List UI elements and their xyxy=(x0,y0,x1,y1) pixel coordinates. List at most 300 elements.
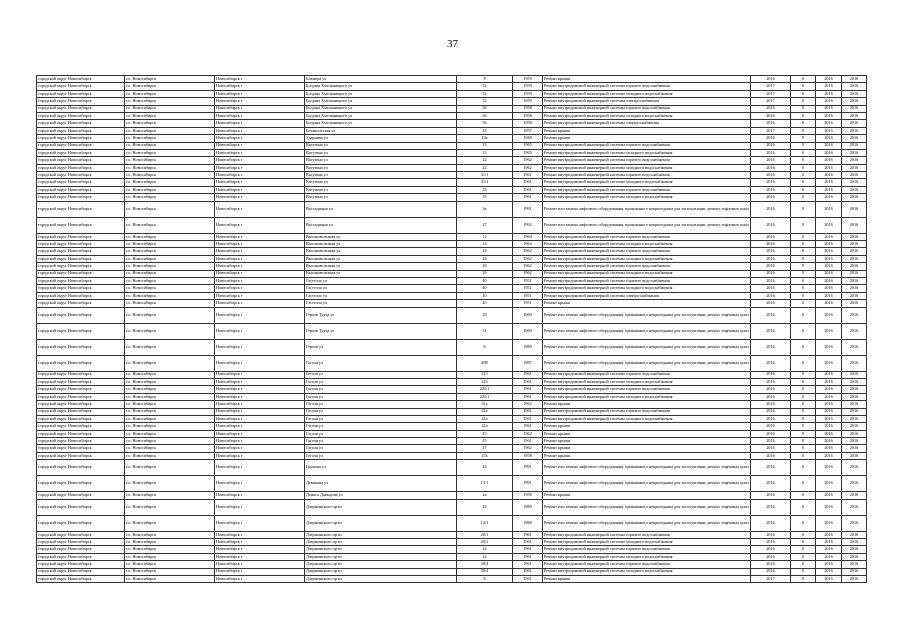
start-year-cell: 2016 xyxy=(816,179,842,186)
locality-cell: Новосибирск г xyxy=(215,539,305,546)
house-number-cell: 225/1 xyxy=(457,393,513,400)
plan-year-cell: 2016 xyxy=(751,378,791,385)
value-cell: 0 xyxy=(791,127,816,134)
street-cell: Богдана Хмельницкого ул xyxy=(305,83,457,90)
plan-year-cell: 2016 xyxy=(751,277,791,284)
value-cell: 0 xyxy=(791,105,816,112)
plan-year-cell: 2016 xyxy=(751,285,791,292)
street-cell: Гоголя ул xyxy=(305,452,457,459)
work-type-cell: Ремонт внутридомовой инженерной системы холодного водоснабжения xyxy=(543,378,751,385)
urban-district-cell: г.о. Новосибирск xyxy=(125,120,215,127)
house-number-cell: 33 xyxy=(457,127,513,134)
street-cell: Гоголя ул xyxy=(305,415,457,422)
locality-cell: Новосибирск г xyxy=(215,546,305,553)
table-row xyxy=(37,371,867,378)
table-row xyxy=(37,90,867,97)
urban-district-cell: г.о. Новосибирск xyxy=(125,217,215,233)
value-cell: 0 xyxy=(791,285,816,292)
work-type-cell: Ремонт внутридомовой инженерной системы горячего водоснабжения xyxy=(543,531,751,538)
end-year-cell: 2016 xyxy=(842,285,867,292)
end-year-cell: 2016 xyxy=(842,248,867,255)
build-year-cell: 1962 xyxy=(513,248,543,255)
start-year-cell: 2016 xyxy=(816,401,842,408)
urban-district-cell: г.о. Новосибирск xyxy=(125,292,215,299)
urban-district-cell: г.о. Новосибирск xyxy=(125,285,215,292)
urban-district-cell: г.о. Новосибирск xyxy=(125,355,215,371)
work-type-cell: Ремонт или замена лифтового оборудования, признанного непригодным для эксплуатации, ремонт лифтовых шахт xyxy=(543,307,751,323)
urban-district-cell: г.о. Новосибирск xyxy=(125,575,215,582)
plan-year-cell: 2016 xyxy=(751,339,791,355)
table-row xyxy=(37,499,867,515)
locality-cell: Новосибирск г xyxy=(215,120,305,127)
work-type-cell: Ремонт крыши xyxy=(543,575,751,582)
end-year-cell: 2016 xyxy=(842,241,867,248)
start-year-cell: 2016 xyxy=(816,292,842,299)
table-row xyxy=(37,186,867,193)
end-year-cell: 2016 xyxy=(842,149,867,156)
work-type-cell: Ремонт или замена лифтового оборудования, признанного непригодным для эксплуатации, ремонт лифтовых шахт xyxy=(543,355,751,371)
municipality-cell: городской округ Новосибирск xyxy=(37,476,125,492)
street-cell: Блюхера ул xyxy=(305,76,457,83)
start-year-cell: 2016 xyxy=(816,285,842,292)
work-type-cell: Ремонт крыши xyxy=(543,423,751,430)
municipality-cell: городской округ Новосибирск xyxy=(37,300,125,307)
work-type-cell: Ремонт внутридомовой инженерной системы холодного водоснабжения xyxy=(543,241,751,248)
work-type-cell: Ремонт крыши xyxy=(543,430,751,437)
plan-year-cell: 2016 xyxy=(751,233,791,240)
start-year-cell: 2016 xyxy=(816,277,842,284)
end-year-cell: 2016 xyxy=(842,408,867,415)
start-year-cell: 2016 xyxy=(816,233,842,240)
plan-year-cell: 2017 xyxy=(751,575,791,582)
house-number-cell: 208 xyxy=(457,355,513,371)
plan-year-cell: 2016 xyxy=(751,393,791,400)
municipality-cell: городской округ Новосибирск xyxy=(37,98,125,105)
street-cell: Дзержинского пр-кт xyxy=(305,546,457,553)
value-cell: 0 xyxy=(791,149,816,156)
street-cell: Гастелло ул xyxy=(305,300,457,307)
end-year-cell: 2016 xyxy=(842,83,867,90)
build-year-cell: 1951 xyxy=(513,285,543,292)
work-type-cell: Ремонт или замена лифтового оборудования, признанного непригодным для эксплуатации, ремонт лифтовых шахт xyxy=(543,460,751,476)
value-cell: 0 xyxy=(791,194,816,201)
build-year-cell: 1961 xyxy=(513,438,543,445)
urban-district-cell: г.о. Новосибирск xyxy=(125,408,215,415)
house-number-cell: 52 xyxy=(457,83,513,90)
plan-year-cell: 2016 xyxy=(751,561,791,568)
start-year-cell: 2016 xyxy=(816,112,842,119)
end-year-cell: 2016 xyxy=(842,575,867,582)
build-year-cell: 1961 xyxy=(513,568,543,575)
end-year-cell: 2016 xyxy=(842,371,867,378)
build-year-cell: 1992 xyxy=(513,217,543,233)
table-row xyxy=(37,233,867,240)
table-row xyxy=(37,201,867,217)
urban-district-cell: г.о. Новосибирск xyxy=(125,186,215,193)
municipality-cell: городской округ Новосибирск xyxy=(37,127,125,134)
value-cell: 0 xyxy=(791,561,816,568)
value-cell: 0 xyxy=(791,255,816,262)
work-type-cell: Ремонт внутридомовой инженерной системы горячего водоснабжения xyxy=(543,83,751,90)
locality-cell: Новосибирск г xyxy=(215,568,305,575)
urban-district-cell: г.о. Новосибирск xyxy=(125,263,215,270)
work-type-cell: Ремонт крыши xyxy=(543,492,751,499)
house-number-cell: 26 xyxy=(457,263,513,270)
locality-cell: Новосибирск г xyxy=(215,127,305,134)
end-year-cell: 2016 xyxy=(842,401,867,408)
locality-cell: Новосибирск г xyxy=(215,492,305,499)
table-row xyxy=(37,179,867,186)
plan-year-cell: 2016 xyxy=(751,142,791,149)
locality-cell: Новосибирск г xyxy=(215,460,305,476)
plan-year-cell: 2016 xyxy=(751,438,791,445)
end-year-cell: 2016 xyxy=(842,423,867,430)
urban-district-cell: г.о. Новосибирск xyxy=(125,300,215,307)
urban-district-cell: г.о. Новосибирск xyxy=(125,112,215,119)
build-year-cell: 1957 xyxy=(513,127,543,134)
build-year-cell: 1991 xyxy=(513,460,543,476)
municipality-cell: городской округ Новосибирск xyxy=(37,263,125,270)
build-year-cell: 1962 xyxy=(513,157,543,164)
locality-cell: Новосибирск г xyxy=(215,476,305,492)
urban-district-cell: г.о. Новосибирск xyxy=(125,460,215,476)
value-cell: 0 xyxy=(791,401,816,408)
end-year-cell: 2016 xyxy=(842,430,867,437)
street-cell: Вагутина ул xyxy=(305,149,457,156)
plan-year-cell: 2016 xyxy=(751,112,791,119)
plan-year-cell: 2016 xyxy=(751,415,791,422)
start-year-cell: 2016 xyxy=(816,492,842,499)
street-cell: Героев ул xyxy=(305,339,457,355)
work-type-cell: Ремонт крыши xyxy=(543,438,751,445)
start-year-cell: 2016 xyxy=(816,307,842,323)
start-year-cell: 2016 xyxy=(816,120,842,127)
start-year-cell: 2016 xyxy=(816,339,842,355)
urban-district-cell: г.о. Новосибирск xyxy=(125,135,215,142)
urban-district-cell: г.о. Новосибирск xyxy=(125,568,215,575)
plan-year-cell: 2017 xyxy=(751,83,791,90)
plan-year-cell: 2016 xyxy=(751,164,791,171)
plan-year-cell: 2016 xyxy=(751,255,791,262)
end-year-cell: 2016 xyxy=(842,217,867,233)
work-type-cell: Ремонт внутридомовой инженерной системы горячего водоснабжения xyxy=(543,371,751,378)
end-year-cell: 2016 xyxy=(842,546,867,553)
plan-year-cell: 2016 xyxy=(751,76,791,83)
value-cell: 0 xyxy=(791,445,816,452)
end-year-cell: 2016 xyxy=(842,476,867,492)
street-cell: Богдана Хмельницкого ул xyxy=(305,105,457,112)
start-year-cell: 2016 xyxy=(816,378,842,385)
end-year-cell: 2016 xyxy=(842,90,867,97)
house-number-cell: 47а xyxy=(457,452,513,459)
street-cell: Высоковольтная ул xyxy=(305,255,457,262)
value-cell: 0 xyxy=(791,393,816,400)
plan-year-cell: 2016 xyxy=(751,430,791,437)
start-year-cell: 2016 xyxy=(816,415,842,422)
build-year-cell: 1949 xyxy=(513,135,543,142)
locality-cell: Новосибирск г xyxy=(215,194,305,201)
plan-year-cell: 2016 xyxy=(751,248,791,255)
end-year-cell: 2016 xyxy=(842,142,867,149)
municipality-cell: городской округ Новосибирск xyxy=(37,255,125,262)
end-year-cell: 2016 xyxy=(842,307,867,323)
municipality-cell: городской округ Новосибирск xyxy=(37,430,125,437)
urban-district-cell: г.о. Новосибирск xyxy=(125,179,215,186)
end-year-cell: 2016 xyxy=(842,233,867,240)
work-type-cell: Ремонт крыши xyxy=(543,135,751,142)
start-year-cell: 2016 xyxy=(816,255,842,262)
value-cell: 0 xyxy=(791,568,816,575)
locality-cell: Новосибирск г xyxy=(215,233,305,240)
work-type-cell: Ремонт внутридомовой инженерной системы холодного водоснабжения xyxy=(543,415,751,422)
municipality-cell: городской округ Новосибирск xyxy=(37,499,125,515)
end-year-cell: 2016 xyxy=(842,515,867,531)
build-year-cell: 1961 xyxy=(513,378,543,385)
table-row xyxy=(37,476,867,492)
house-number-cell: 35 xyxy=(457,186,513,193)
value-cell: 0 xyxy=(791,270,816,277)
locality-cell: Новосибирск г xyxy=(215,277,305,284)
urban-district-cell: г.о. Новосибирск xyxy=(125,255,215,262)
end-year-cell: 2016 xyxy=(842,553,867,560)
house-number-cell: 45 xyxy=(457,438,513,445)
locality-cell: Новосибирск г xyxy=(215,445,305,452)
value-cell: 0 xyxy=(791,307,816,323)
table-row xyxy=(37,194,867,201)
house-number-cell: 31 xyxy=(457,323,513,339)
plan-year-cell: 2016 xyxy=(751,386,791,393)
house-number-cell: 8 xyxy=(457,76,513,83)
table-row xyxy=(37,248,867,255)
work-type-cell: Ремонт крыши xyxy=(543,401,751,408)
house-number-cell: 22 xyxy=(457,553,513,560)
street-cell: Дзержинского пр-кт xyxy=(305,531,457,538)
end-year-cell: 2016 xyxy=(842,452,867,459)
locality-cell: Новосибирск г xyxy=(215,285,305,292)
table-row xyxy=(37,393,867,400)
end-year-cell: 2016 xyxy=(842,172,867,179)
plan-year-cell: 2016 xyxy=(751,499,791,515)
plan-year-cell: 2016 xyxy=(751,241,791,248)
start-year-cell: 2016 xyxy=(816,323,842,339)
house-number-cell: 24 xyxy=(457,248,513,255)
plan-year-cell: 2016 xyxy=(751,172,791,179)
end-year-cell: 2016 xyxy=(842,378,867,385)
plan-year-cell: 2016 xyxy=(751,292,791,299)
end-year-cell: 2016 xyxy=(842,201,867,217)
end-year-cell: 2016 xyxy=(842,270,867,277)
start-year-cell: 2016 xyxy=(816,135,842,142)
end-year-cell: 2016 xyxy=(842,255,867,262)
locality-cell: Новосибирск г xyxy=(215,135,305,142)
table-row xyxy=(37,323,867,339)
build-year-cell: 1961 xyxy=(513,415,543,422)
build-year-cell: 1987 xyxy=(513,355,543,371)
table-row xyxy=(37,292,867,299)
table-row xyxy=(37,539,867,546)
urban-district-cell: г.о. Новосибирск xyxy=(125,393,215,400)
end-year-cell: 2016 xyxy=(842,127,867,134)
plan-year-cell: 2016 xyxy=(751,105,791,112)
value-cell: 0 xyxy=(791,371,816,378)
build-year-cell: 1961 xyxy=(513,553,543,560)
urban-district-cell: г.о. Новосибирск xyxy=(125,307,215,323)
municipality-cell: городской округ Новосибирск xyxy=(37,546,125,553)
start-year-cell: 2016 xyxy=(816,452,842,459)
value-cell: 0 xyxy=(791,233,816,240)
plan-year-cell: 2016 xyxy=(751,300,791,307)
start-year-cell: 2016 xyxy=(816,164,842,171)
urban-district-cell: г.о. Новосибирск xyxy=(125,194,215,201)
table-row xyxy=(37,217,867,233)
street-cell: Дзержинского пр-кт xyxy=(305,561,457,568)
plan-year-cell: 2016 xyxy=(751,270,791,277)
locality-cell: Новосибирск г xyxy=(215,270,305,277)
street-cell: Гоголя ул xyxy=(305,393,457,400)
end-year-cell: 2016 xyxy=(842,393,867,400)
build-year-cell: 1951 xyxy=(513,292,543,299)
street-cell: Богдана Хмельницкого ул xyxy=(305,112,457,119)
municipality-cell: городской округ Новосибирск xyxy=(37,438,125,445)
plan-year-cell: 2016 xyxy=(751,217,791,233)
house-number-cell: 26 xyxy=(457,270,513,277)
urban-district-cell: г.о. Новосибирск xyxy=(125,105,215,112)
street-cell: Дзержинского пр-кт xyxy=(305,499,457,515)
start-year-cell: 2016 xyxy=(816,568,842,575)
municipality-cell: городской округ Новосибирск xyxy=(37,172,125,179)
value-cell: 0 xyxy=(791,575,816,582)
street-cell: Денисa Давыдова ул xyxy=(305,492,457,499)
build-year-cell: 1991 xyxy=(513,201,543,217)
work-type-cell: Ремонт внутридомовой инженерной системы электроснабжения xyxy=(543,98,751,105)
street-cell: Богдана Хмельницкого ул xyxy=(305,90,457,97)
municipality-cell: городской округ Новосибирск xyxy=(37,323,125,339)
locality-cell: Новосибирск г xyxy=(215,201,305,217)
build-year-cell: 1961 xyxy=(513,386,543,393)
house-number-cell: 56 xyxy=(457,105,513,112)
build-year-cell: 1969 xyxy=(513,323,543,339)
locality-cell: Новосибирск г xyxy=(215,307,305,323)
work-type-cell: Ремонт внутридомовой инженерной системы холодного водоснабжения xyxy=(543,568,751,575)
value-cell: 0 xyxy=(791,164,816,171)
build-year-cell: 1961 xyxy=(513,423,543,430)
start-year-cell: 2016 xyxy=(816,127,842,134)
municipality-cell: городской округ Новосибирск xyxy=(37,423,125,430)
street-cell: Дзержинского пр-кт xyxy=(305,575,457,582)
municipality-cell: городской округ Новосибирск xyxy=(37,270,125,277)
start-year-cell: 2016 xyxy=(816,90,842,97)
start-year-cell: 2016 xyxy=(816,561,842,568)
start-year-cell: 2016 xyxy=(816,142,842,149)
municipality-cell: городской округ Новосибирск xyxy=(37,561,125,568)
house-number-cell: 40 xyxy=(457,292,513,299)
locality-cell: Новосибирск г xyxy=(215,255,305,262)
urban-district-cell: г.о. Новосибирск xyxy=(125,149,215,156)
municipality-cell: городской округ Новосибирск xyxy=(37,445,125,452)
start-year-cell: 2016 xyxy=(816,149,842,156)
build-year-cell: 1961 xyxy=(513,179,543,186)
street-cell: Гоголя ул xyxy=(305,355,457,371)
build-year-cell: 1958 xyxy=(513,452,543,459)
plan-year-cell: 2016 xyxy=(751,546,791,553)
table-row xyxy=(37,561,867,568)
end-year-cell: 2016 xyxy=(842,186,867,193)
value-cell: 0 xyxy=(791,292,816,299)
locality-cell: Новосибирск г xyxy=(215,386,305,393)
street-cell: Богдана Хмельницкого ул xyxy=(305,120,457,127)
work-type-cell: Ремонт внутридомовой инженерной системы холодного водоснабжения xyxy=(543,285,751,292)
work-type-cell: Ремонт внутридомовой инженерной системы холодного водоснабжения xyxy=(543,539,751,546)
build-year-cell: 1961 xyxy=(513,546,543,553)
start-year-cell: 2016 xyxy=(816,546,842,553)
end-year-cell: 2016 xyxy=(842,105,867,112)
municipality-cell: городской округ Новосибирск xyxy=(37,515,125,531)
municipality-cell: городской округ Новосибирск xyxy=(37,179,125,186)
street-cell: Богдана Хмельницкого ул xyxy=(305,98,457,105)
street-cell: Вагутина ул xyxy=(305,164,457,171)
table-row xyxy=(37,355,867,371)
build-year-cell: 1961 xyxy=(513,186,543,193)
municipality-cell: городской округ Новосибирск xyxy=(37,292,125,299)
value-cell: 0 xyxy=(791,120,816,127)
plan-year-cell: 2017 xyxy=(751,127,791,134)
municipality-cell: городской округ Новосибирск xyxy=(37,201,125,217)
house-number-cell: 52 xyxy=(457,98,513,105)
house-number-cell: 35 xyxy=(457,194,513,201)
value-cell: 0 xyxy=(791,553,816,560)
end-year-cell: 2016 xyxy=(842,499,867,515)
street-cell: Гастелло ул xyxy=(305,285,457,292)
urban-district-cell: г.о. Новосибирск xyxy=(125,90,215,97)
value-cell: 0 xyxy=(791,248,816,255)
build-year-cell: 1965 xyxy=(513,142,543,149)
house-number-cell: 30/4 xyxy=(457,561,513,568)
value-cell: 0 xyxy=(791,499,816,515)
locality-cell: Новосибирск г xyxy=(215,157,305,164)
value-cell: 0 xyxy=(791,277,816,284)
build-year-cell: 1958 xyxy=(513,120,543,127)
plan-year-cell: 2016 xyxy=(751,371,791,378)
urban-district-cell: г.о. Новосибирск xyxy=(125,499,215,515)
locality-cell: Новосибирск г xyxy=(215,531,305,538)
table-row xyxy=(37,149,867,156)
work-type-cell: Ремонт внутридомовой инженерной системы холодного водоснабжения xyxy=(543,553,751,560)
municipality-cell: городской округ Новосибирск xyxy=(37,164,125,171)
build-year-cell: 1964 xyxy=(513,241,543,248)
value-cell: 0 xyxy=(791,98,816,105)
start-year-cell: 2016 xyxy=(816,499,842,515)
build-year-cell: 1958 xyxy=(513,112,543,119)
locality-cell: Новосибирск г xyxy=(215,172,305,179)
build-year-cell: 1962 xyxy=(513,164,543,171)
start-year-cell: 2016 xyxy=(816,408,842,415)
house-number-cell: 41а xyxy=(457,408,513,415)
house-number-cell: 40 xyxy=(457,277,513,284)
municipality-cell: городской округ Новосибирск xyxy=(37,393,125,400)
street-cell: Гоголя ул xyxy=(305,423,457,430)
build-year-cell: 1962 xyxy=(513,270,543,277)
table-row xyxy=(37,270,867,277)
value-cell: 0 xyxy=(791,531,816,538)
start-year-cell: 2016 xyxy=(816,423,842,430)
end-year-cell: 2016 xyxy=(842,539,867,546)
street-cell: Гоголя ул xyxy=(305,438,457,445)
house-number-cell: 43 xyxy=(457,430,513,437)
municipality-cell: городской округ Новосибирск xyxy=(37,575,125,582)
value-cell: 0 xyxy=(791,415,816,422)
table-row xyxy=(37,546,867,553)
table-row xyxy=(37,339,867,355)
